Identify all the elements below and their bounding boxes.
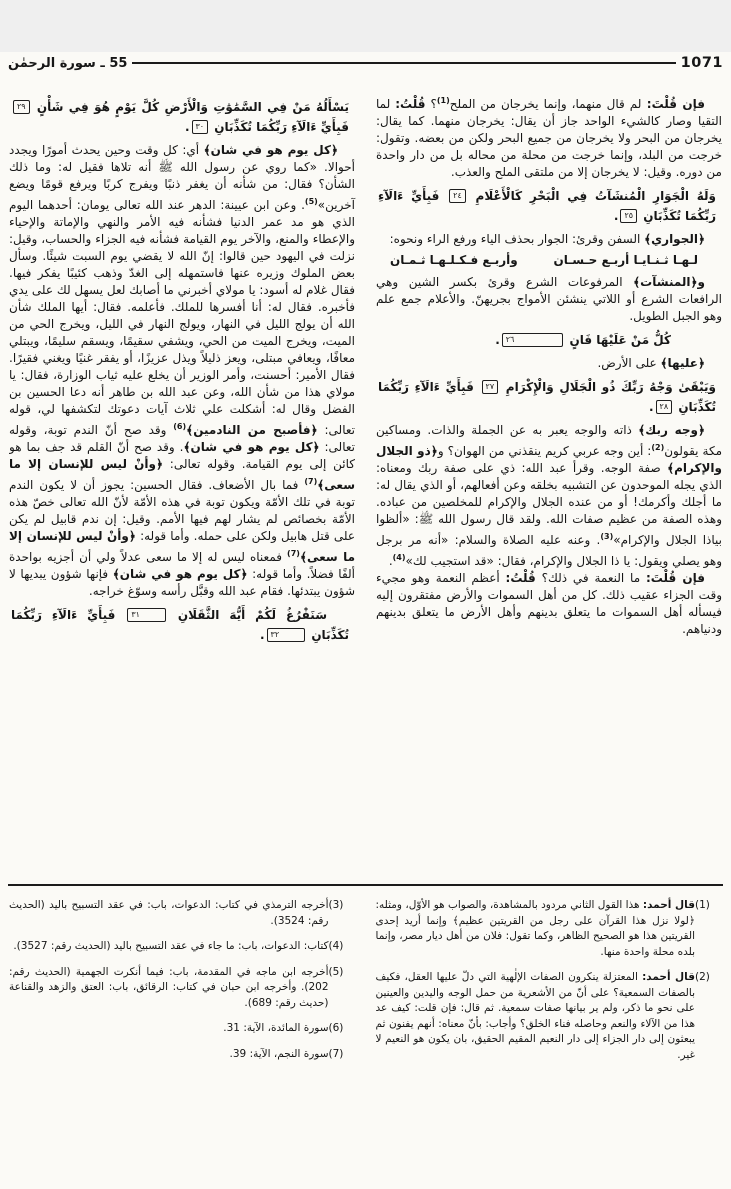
footnote-number: (7) — [328, 1047, 344, 1060]
bold-text: ﴿فأصبح من النادمين﴾ — [186, 423, 318, 437]
text-run: . — [495, 333, 500, 347]
text-run: : أين وجه عربي كريم ينقذني من الهوان؟ و — [437, 444, 652, 458]
text-run: سَنَفْرُغُ لَكُمْ أَيُّهَ الثَّقَلَانِ — [167, 608, 327, 622]
text-run: فما بال الأضعاف. فقال الحسين: يجوز أن لا يكون الندم توبة في تلك الأمّة ويكون توبة في هذه الأمّة لأنّ الله تعالى خصّ هذه الأمّة بخصائص لم يشار لهم فيها الأمم. وقيل: إن ندم قابيل لم يكن على قتل هابيل ولكن على حمله. وأما قوله: — [9, 478, 355, 543]
footnote-text — [376, 970, 696, 1063]
ayah-number-badge: ٢٨ — [656, 400, 673, 414]
footnote-text — [9, 1047, 329, 1063]
column-left — [9, 92, 355, 650]
footnote-reference: (3) — [600, 532, 614, 541]
text-run: فَبِأَيِّ ءَالَآءِ رَبِّكُمَا تُكَذِّبَانِ — [11, 608, 349, 642]
footnote — [9, 1047, 356, 1063]
text-run: أي: كل وقت وحين يحدث أمورًا ويجدد أحوالا. «كما روي عن رسول الله ﷺ أنه تلاها فقيل له: وما ذلك الشأن؟ فقال: من شأنه أن يغفر ذنبًا ويفرج كربًا ويرفع قومًا ويضع آخرين» — [9, 143, 355, 212]
footnotes-column-left — [9, 898, 356, 1073]
footnote-text — [9, 1021, 329, 1037]
poetry-hemistich-1: لـهـا ثـنـايـا أربـع حـسـان — [553, 253, 698, 267]
footnotes-column-right — [376, 898, 723, 1073]
text-run: يَسْأَلُهُ مَنْ فِي السَّمَٰوَٰتِ وَالْأَرْضِ كُلَّ يَوْمٍ هُوَ فِي شَأْنٍ — [31, 100, 349, 114]
quran-verse — [378, 186, 716, 226]
text-run: سورة النجم، الآية: 39. — [229, 1047, 329, 1060]
text-run: . وعنه عليه الصلاة والسلام: «أنه مر برجل وهو يصلي ويقول: يا ذا الجلال والإكرام، فقال: «قد استجيب لك» — [376, 533, 722, 568]
bold-text: قال أحمد: — [642, 971, 695, 983]
poetry-hemistich-2: وأربـع فـكـلـهـا ثـمـان — [390, 253, 518, 267]
text-run: وَيَبْقَىٰ وَجْهُ رَبِّكَ ذُو الْجَلَالِ وَالْإِكْرَامِ — [500, 380, 716, 394]
text-run: فَبِأَيِّ ءَالَآءِ رَبِّكُمَا تُكَذِّبَانِ — [378, 189, 716, 223]
footnote-number: (6) — [328, 1022, 344, 1034]
bold-text: قُلْتُ: — [395, 97, 426, 111]
bold-text: ﴿الجواري﴾ — [644, 232, 705, 246]
page-number: 1071 — [680, 55, 723, 71]
bold-text: ﴿ذو الجلال والإكرام﴾ — [376, 444, 722, 475]
bold-text: ﴿عليها﴾ — [660, 356, 705, 370]
text-run: كُلُّ مَنْ عَلَيْهَا فَانٍ — [565, 333, 671, 347]
footnote-reference: (6) — [173, 422, 187, 431]
bold-text: ﴿وأنْ ليس للإنسان إلا ما سعى﴾ — [9, 457, 355, 492]
text-run: ما النعمة في ذلك؟ — [535, 571, 646, 585]
bold-text: فإن قُلْتَ: — [641, 97, 705, 111]
footnote-number: (3) — [328, 899, 344, 911]
commentary-paragraph — [376, 355, 722, 372]
footnote-reference: (2) — [651, 443, 665, 452]
footnote-text — [376, 898, 696, 960]
commentary-paragraph — [9, 142, 355, 600]
ayah-number-badge: ٢٩ — [13, 100, 30, 114]
text-run: . — [648, 400, 654, 414]
footnote-text — [9, 939, 329, 955]
text-run: المعتزلة ينكرون الصفات الإلٰهية التي دلّ عليها العقل، فكيف بالصفات السمعية؟ على أنّ من الأشعرية من حمل الوجه واليدين والعينين على نحو ما ذكر، ولم ير بيانها صفات سمعية. ثم قال: فإن قلت: كيف عد هذا من الآلاء والنعم وحاصله فناء الخلق؟ وأجاب: بأنّ معناه: أنهم يفنون ثم يبعثون إلى دار الجزاء إلى دار النعيم المقيم الحقيق، بان يكون هو النعيم لا غير. — [375, 971, 695, 1061]
bold-text: قُلْتُ: — [505, 571, 536, 585]
commentary-paragraph — [376, 231, 722, 248]
page-header — [8, 52, 723, 74]
text-run: أعظم النعمة وهو مجيء وقت الجزاء عقيب ذلك. كل من أهل السموات والأرض مفتقرون إليه فيسأله أهل السموات ما يتعلق بدينهم وأهل الأرض ما يتعلق بدينهم ودنياهم. — [376, 571, 722, 636]
commentary-paragraph — [376, 570, 722, 638]
text-run: صفة الوجه. وقرأ عبد الله: ذي على صفة ربك ومعناه: الذي يجله الموحدون عن التشبيه بخلقه وعن أفعالهم، أو الذي يقال له: ما أجلك وأكرمك! أو من عنده الجلال والإكرام للمخلصين من عباده. وهذه الصفة من عظيم صفات الله. ولقد قال رسول الله ﷺ: «ألظوا بياذا الجلال والإكرام» — [376, 461, 722, 547]
text-run: السفن وقرئ: الجوار بحذف الياء ورفع الراء ونحوه: — [389, 232, 645, 246]
ayah-number-badge: ٣٠ — [192, 120, 209, 134]
text-run: . — [259, 628, 265, 642]
text-run: وقد صح أنّ الندم توبة، وقوله تعالى: — [9, 423, 355, 454]
ayah-number-badge: ٢٦ — [502, 333, 564, 347]
footnote — [9, 898, 356, 929]
bold-text: ﴿وأنْ ليس للإنسان إلا ما سعى﴾ — [9, 529, 356, 564]
text-run: المرفوعات الشرع وقرئ بكسر الشين وهي الرافعات الشرع أو اللاتي ينشئن الأمواج بجريهنّ. والأعلام جمع علم وهو الجبل الطويل. — [376, 275, 722, 323]
footnote — [9, 939, 356, 955]
text-run: فَبِأَيِّ ءَالَآءِ رَبِّكُمَا تُكَذِّبَانِ — [210, 120, 349, 134]
footnote — [9, 1021, 356, 1037]
footnote-reference: (7) — [287, 549, 300, 558]
ayah-number-badge: ٣١ — [127, 608, 166, 622]
text-run: ؟ — [425, 97, 437, 111]
footnote-reference: (1) — [436, 96, 450, 105]
commentary-paragraph — [376, 92, 722, 181]
bold-text: و﴿المنشآت﴾ — [633, 275, 705, 289]
footnote — [376, 898, 723, 960]
bold-text: فإن قُلْتَ: — [645, 571, 705, 585]
column-right — [376, 92, 722, 638]
commentary-paragraph — [376, 422, 722, 570]
quran-verse — [378, 330, 716, 350]
footnote-reference: (5) — [304, 197, 318, 206]
ayah-number-badge: ٢٧ — [482, 380, 499, 394]
book-page — [0, 52, 731, 1189]
footnote-number: (2) — [695, 971, 710, 983]
footnote-reference: (4) — [392, 553, 406, 562]
bold-text: ﴿كل يوم هو في شان﴾ — [112, 567, 248, 581]
footnote-text — [9, 898, 329, 929]
text-run: . — [388, 554, 393, 568]
text-run: . — [184, 120, 190, 134]
quran-verse — [378, 377, 716, 417]
bold-text: ﴿وجه ربك﴾ — [638, 423, 706, 437]
ayah-number-badge: ٢٤ — [449, 189, 466, 203]
text-run: كتاب: الدعوات، باب: ما جاء في عقد التسبيح باليد (الحديث رقم: 3527). — [13, 940, 329, 952]
text-run: . وقد صح أنّ القلم قد جف بما هو كائن إلى يوم القيامة. وقوله تعالى: — [9, 440, 355, 471]
text-run: سورة المائدة، الآية: 31. — [223, 1022, 329, 1034]
header-rule — [132, 62, 675, 64]
footnote-number: (1) — [695, 899, 710, 911]
text-run: على الأرض. — [597, 356, 661, 370]
ayah-number-badge: ٢٥ — [620, 209, 637, 223]
body-columns — [9, 92, 722, 874]
poetry-line — [390, 251, 698, 269]
quran-verse — [11, 97, 349, 137]
surah-header-title: 55 ـ سورة الرحمٰن — [8, 55, 128, 71]
footnote-reference: (7) — [304, 477, 318, 486]
text-run: لما التقيا وصار كالشيء الواحد جاز أن يقال: يخرجان منهما. كما يقال: يخرجان من البحر ولا يخرجان من جميع البحر ولكن من بعضه. وتقول: خرجت من البلد، وإنما خرجت من محلة من محاله بل من دار واحدة من دوره. وقيل: لا يخرجان إلا من ملتقى الملح والعذب. — [376, 97, 722, 179]
footnote — [376, 970, 723, 1063]
footnotes — [9, 898, 722, 1073]
text-run: أخرجه الترمذي في كتاب: الدعوات، باب: في عقد التسبيح باليد (الحديث رقم: 3524). — [9, 899, 329, 927]
text-run: وَلَهُ الْجَوَارِ الْمُنشَآتُ فِي الْبَحْرِ كَالْأَعْلَامِ — [467, 189, 716, 203]
footnote-number: (5) — [328, 965, 344, 978]
bold-text: ﴿كل يوم هو في شان﴾ — [203, 143, 338, 157]
text-run: ذاته والوجه يعبر به عن الجملة والذات. ومساكين مكة يقولون — [376, 423, 722, 458]
text-run: لم قال منهما، وإنما يخرجان من الملح — [449, 97, 642, 111]
text-run: . — [613, 209, 619, 223]
bold-text: ﴿كل يوم هو في شان﴾ — [183, 440, 320, 454]
footnote-text — [9, 965, 329, 1012]
text-run: فَبِأَيِّ ءَالَآءِ رَبِّكُمَا تُكَذِّبَانِ — [378, 380, 716, 414]
text-run: هذا القول الثاني مردود بالمشاهدة، والصواب هو الأوّل، ومثله: ﴿لولا نزل هذا القرآن على رجل من القريتين عظيم﴾ وإنما أريد إحدى القريتين هذا هو الصحيح الظاهر، وكما تقول: فلان من أهل ديار مصر، وإنما بلده محلة واحدة منها. — [375, 899, 695, 958]
commentary-paragraph — [376, 274, 722, 325]
text-run: . وعن ابن عيينة: الدهر عند الله تعالى يومان: أحدهما اليوم الذي هو مد عمر الدنيا فشأنه فيه الأمر والنهي والإماتة والإحياء والإعطاء والمنع، والآخر يوم القيامة فشأنه فيه الجزاء والحساب، وقيل: نزلت في اليهود حين قالوا: إنّ الله لا يقضي يوم السبت شيئًا. وسأل بعض الملوك وزيره عنها فاستمهله إلى الغدّ وذهب كئيبًا يفكر فيها. فقال غلام له أسود: يا مولاي أخبرني ما أصابك لعل يسهل لك على يدي فأخبره. فقال له: أنا أفسرها للملك. فأعلمه. فقال: أيها الملك شأن الله أن يولج الليل في النهار، ويولج النهار في الليل، ويخرج الحي من الميت، ويخرج الميت من الحي، ويشفي سقيمًا، ويسقم سليمًا، ويبتلي معافًا، ويعافي مبتلى، ويعز ذليلاً ويذل عزيزًا، أو يفقر غنيًا ويغني فقيرًا. فقال الأمير: أحسنت، وأمر الوزير أن يخلع عليه ثياب الوزارة، فقال: يا مولاي هذا من شأن الله، وعن عبد الله بن طاهر أنه دعا الحسين بن الفضل وقال له: أشكلت علي ثلاث آيات دعوتك لتكشفها لي، قوله تعالى: — [9, 198, 355, 437]
text-run: فمعناه ليس له إلا ما سعى عدلاً ولي أن أجزيه بواحدة ألفًا فضلاً. وأما قوله: — [9, 550, 356, 581]
footnote — [9, 965, 356, 1012]
text-run: فإنها شؤون يبديها لا شؤون يبتدئها. فقام عبد الله وقبَّل رأسه وسوّغ خراجه. — [9, 567, 355, 598]
footnote-number: (4) — [328, 940, 344, 952]
footnote-separator — [8, 884, 723, 886]
ayah-number-badge: ٣٢ — [267, 628, 306, 642]
bold-text: قال أحمد: — [642, 899, 695, 911]
text-run: أخرجه ابن ماجه في المقدمة، باب: فيما أنكرت الجهمية (الحديث رقم: 202). وأخرجه ابن حبان في كتاب: الرقائق، باب: العتق والزهد والقناعة (حديث رقم: 689). — [9, 965, 329, 1009]
quran-verse — [11, 605, 349, 645]
